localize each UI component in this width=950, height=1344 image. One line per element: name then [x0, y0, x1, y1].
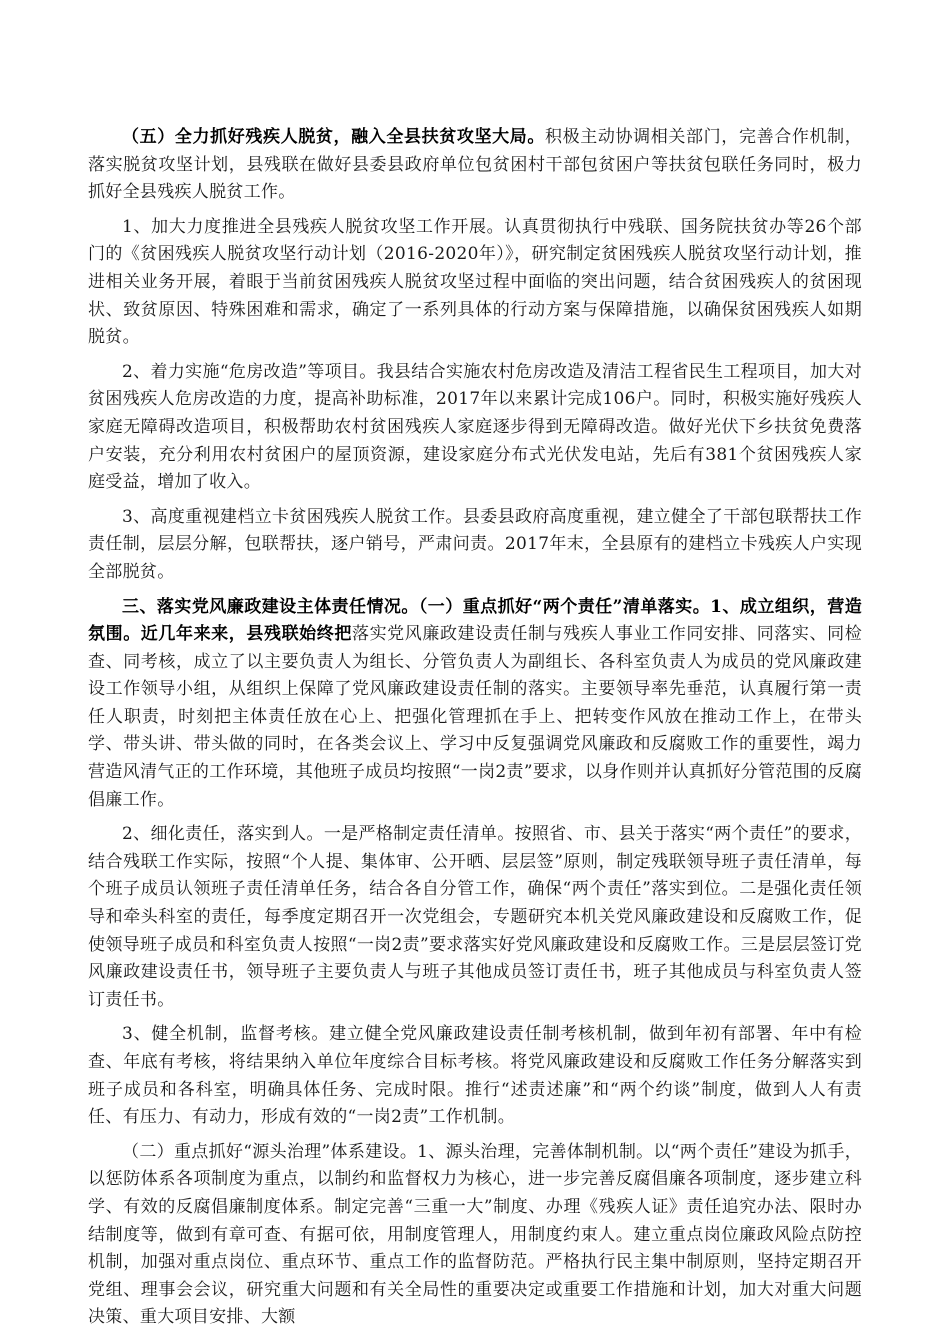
paragraph-item-3 — [88, 504, 862, 587]
paragraph-text: 2、着力实施“危房改造”等项目。我县结合实施农村危房改造及清洁工程省民生工程项目，加大对贫困残疾人危房改造的力度，提高补助标准，2017年以来累计完成106户。同时，积极实施好残疾人家庭无障碍改造项目，积极帮助农村贫困残疾人家庭逐步得到无障碍改造。做好光伏下乡扶贫免费落户安装，充分利用农村贫困户的屋顶资源，建设家庭分布式光伏发电站，先后有381个贫困残疾人家庭受益，增加了收入。 — [88, 361, 862, 493]
paragraph-heading: 三、落实党风廉政建设主体责任情况。（一）重点抓好“两个责任”清单落实。1、成立组织，营造氛围。近几年来来，县残联始终把 — [88, 596, 862, 645]
paragraph-text: 积极主动协调相关部门，完善合作机制，落实脱贫攻坚计划，县残联在做好县委县政府单位包贫困村干部包贫困户等扶贫包联任务同时，极力抓好全县残疾人脱贫工作。 — [88, 127, 862, 203]
document-body — [88, 124, 862, 1339]
paragraph-section-three — [88, 594, 862, 815]
paragraph-text: 3、健全机制，监督考核。建立健全党风廉政建设责任制考核机制，做到年初有部署、年中有检查、年底有考核，将结果纳入单位年度综合目标考核。将党风廉政建设和反腐败工作任务分解落实到班子成员和各科室，明确具体任务、完成时限。推行“述责述廉”和“两个约谈”制度，做到人人有责任、有压力、有动力，形成有效的“一岗2责”工作机制。 — [88, 1024, 862, 1128]
paragraph-item-2 — [88, 359, 862, 497]
paragraph-heading: （五）全力抓好残疾人脱贫，融入全县扶贫攻坚大局。 — [122, 127, 546, 147]
paragraph-poverty-alleviation — [88, 124, 862, 207]
paragraph-text: 1、加大力度推进全县残疾人脱贫攻坚工作开展。认真贯彻执行中残联、国务院扶贫办等26个部门的《贫困残疾人脱贫攻坚行动计划（2016-2020年）》，研究制定贫困残疾人脱贫攻坚行动计划，推进相关业务开展，着眼于当前贫困残疾人脱贫攻坚过程中面临的突出问题，结合贫困残疾人的贫困现状、致贫原因、特殊困难和需求，确定了一系列具体的行动方案与保障措施，以确保贫困残疾人如期脱贫。 — [88, 216, 862, 348]
paragraph-text: 3、高度重视建档立卡贫困残疾人脱贫工作。县委县政府高度重视，建立健全了干部包联帮扶工作责任制，层层分解，包联帮扶，逐户销号，严肃问责。2017年末，全县原有的建档立卡残疾人户实现全部脱贫。 — [88, 506, 862, 582]
paragraph-text: 2、细化责任，落实到人。一是严格制定责任清单。按照省、市、县关于落实“两个责任”的要求，结合残联工作实际，按照“个人提、集体审、公开晒、层层签”原则，制定残联领导班子责任清单，每个班子成员认领班子责任清单任务，结合各自分管工作，确保“两个责任”落实到位。二是强化责任领导和牵头科室的责任，每季度定期召开一次党组会，专题研究本机关党风廉政建设和反腐败工作，促使领导班子成员和科室负责人按照“一岗2责”要求落实好党风廉政建设和反腐败工作。三是层层签订党风廉政建设责任书，领导班子主要负责人与班子其他成员签订责任书，班子其他成员与科室负责人签订责任书。 — [88, 824, 862, 1010]
paragraph-text: 落实党风廉政建设责任制与残疾人事业工作同安排、同落实、同检查、同考核，成立了以主要负责人为组长、分管负责人为副组长、各科室负责人为成员的党风廉政建设工作领导小组，从组织上保障了党风廉政建设责任制的落实。主要领导率先垂范，认真履行第一责任人职责，时刻把主体责任放在心上、把强化管理抓在手上、把转变作风放在推动工作上，在带头学、带头讲、带头做的同时，在各类会议上、学习中反复强调党风廉政和反腐败工作的重要性，竭力营造风清气正的工作环境，其他班子成员均按照“一岗2责”要求，以身作则并认真抓好分管范围的反腐倡廉工作。 — [88, 624, 863, 810]
paragraph-responsibility — [88, 821, 862, 1014]
paragraph-item-1 — [88, 214, 862, 352]
paragraph-mechanism — [88, 1021, 862, 1131]
paragraph-text: （二）重点抓好“源头治理”体系建设。1、源头治理，完善体制机制。以“两个责任”建设为抓手，以惩防体系各项制度为重点，以制约和监督权力为核心，进一步完善反腐倡廉各项制度，逐步建立科学、有效的反腐倡廉制度体系。制定完善“三重一大”制度、办理《残疾人证》责任追究办法、限时办结制度等，做到有章可查、有据可依，用制度管理人，用制度约束人。建立重点岗位廉政风险点防控机制，加强对重点岗位、重点环节、重点工作的监督防范。严格执行民主集中制原则，坚持定期召开党组、理事会会议，研究重大问题和有关全局性的重要决定或重要工作措施和计划，加大对重大问题决策、重大项目安排、大额 — [88, 1141, 862, 1328]
paragraph-source-governance — [88, 1139, 862, 1332]
